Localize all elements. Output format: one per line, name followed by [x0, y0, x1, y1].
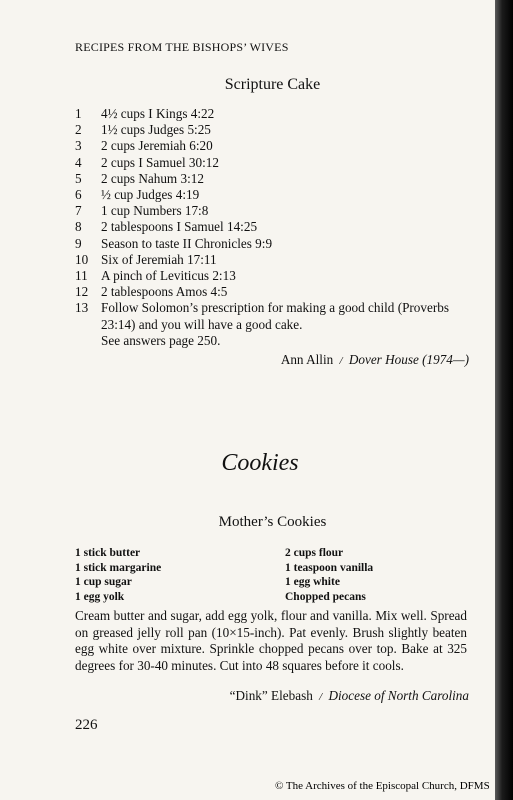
- ingredient-number: 5: [75, 170, 82, 186]
- ingredient-item: 1 stick margarine: [75, 561, 162, 574]
- recipe-title-mothers-cookies: Mother’s Cookies: [218, 514, 327, 530]
- scripture-cake-ingredients: [75, 106, 470, 349]
- recipe-title-scripture-cake: Scripture Cake: [224, 76, 321, 93]
- ingredient-text: ½ cup Judges 4:19: [101, 187, 200, 203]
- ingredient-item: 1 teaspoon vanilla: [285, 561, 374, 574]
- ingredient-row: [75, 333, 470, 349]
- ingredient-text: Follow Solomon’s prescription for making a good child (Proverbs 23:14) and you will have a good cake.: [101, 300, 449, 332]
- author-affiliation: Dover House (1974—): [348, 352, 469, 367]
- ingredient-number: 9: [75, 235, 82, 251]
- ingredient-number: 3: [75, 138, 82, 154]
- ingredient-text: 4½ cups I Kings 4:22: [101, 106, 215, 121]
- ingredient-item: 1 cup sugar: [75, 576, 132, 588]
- author-name: Ann Allin: [280, 352, 334, 367]
- attribution-separator: /: [339, 355, 343, 367]
- ingredient-row: [75, 284, 470, 300]
- ingredient-text: 2 cups I Samuel 30:12: [101, 154, 219, 170]
- attribution-separator: /: [319, 691, 323, 703]
- ingredient-column-right: [285, 546, 470, 604]
- ingredient-row: [75, 155, 470, 171]
- ingredient-item: 1 stick butter: [75, 547, 141, 559]
- ingredient-text: Six of Jeremiah 17:11: [101, 251, 217, 267]
- ingredient-item: 1 egg yolk: [75, 590, 125, 603]
- ingredient-text: 2 tablespoons Amos 4:5: [101, 284, 228, 300]
- ingredient-number: 2: [75, 122, 82, 138]
- ingredient-text: 1 cup Numbers 17:8: [101, 203, 209, 219]
- ingredient-number: 8: [75, 219, 82, 235]
- ingredient-row: [75, 236, 470, 252]
- page-number: 226: [75, 717, 98, 733]
- ingredient-column-left: [75, 546, 285, 604]
- ingredient-item: 1 egg white: [285, 576, 340, 588]
- ingredient-text: See answers page 250.: [101, 332, 221, 348]
- ingredient-row: [75, 106, 470, 122]
- ingredient-row: [75, 187, 470, 203]
- section-title-cookies: Cookies: [221, 450, 299, 476]
- ingredient-number: 7: [75, 203, 82, 219]
- ingredient-number: 13: [75, 300, 89, 316]
- ingredient-number: 12: [75, 284, 89, 300]
- running-head: RECIPES FROM THE BISHOPS’ WIVES: [75, 40, 289, 54]
- ingredient-text: 2 cups Nahum 3:12: [101, 170, 204, 186]
- ingredient-item: Chopped pecans: [285, 590, 366, 603]
- ingredient-text: Season to taste II Chronicles 9:9: [101, 235, 273, 251]
- ingredient-row: [75, 122, 470, 138]
- ingredient-row: [75, 171, 470, 187]
- author-affiliation: Diocese of North Carolina: [328, 688, 469, 703]
- ingredient-row: [75, 300, 470, 332]
- ingredient-text: 2 cups Jeremiah 6:20: [101, 138, 213, 154]
- ingredient-number: [75, 333, 101, 349]
- ingredient-row: [75, 203, 470, 219]
- ingredient-text: 1½ cups Judges 5:25: [101, 122, 211, 138]
- scripture-cake-attribution: [281, 352, 469, 368]
- ingredient-number: 1: [75, 106, 82, 121]
- ingredient-text: A pinch of Leviticus 2:13: [101, 268, 236, 284]
- ingredient-number: 6: [75, 187, 82, 203]
- ingredient-row: [75, 268, 470, 284]
- ingredient-number: 10: [75, 251, 89, 267]
- book-spine-shadow: [495, 0, 513, 800]
- ingredient-number: 11: [75, 268, 88, 284]
- cookie-instructions: Cream butter and sugar, add egg yolk, flour and vanilla. Mix well. Spread on greased jelly roll pan (10×15-inch). Pat evenly. Brush slightly beaten egg white over mixture. Sprinkle chopped pecans over top. Bake at 325 degrees for 30-40 minutes. Cut into 48 squares before it cools.: [75, 608, 467, 673]
- cookies-attribution: [230, 688, 469, 704]
- copyright-notice: © The Archives of the Episcopal Church, DFMS: [275, 780, 490, 792]
- ingredient-item: 2 cups flour: [285, 547, 344, 559]
- cookie-ingredients: [75, 546, 470, 604]
- ingredient-text: 2 tablespoons I Samuel 14:25: [101, 219, 258, 235]
- ingredient-number: 4: [75, 154, 82, 170]
- ingredient-row: [75, 252, 470, 268]
- author-name: “Dink” Elebash: [229, 688, 313, 703]
- ingredient-row: [75, 219, 470, 235]
- ingredient-row: [75, 138, 470, 154]
